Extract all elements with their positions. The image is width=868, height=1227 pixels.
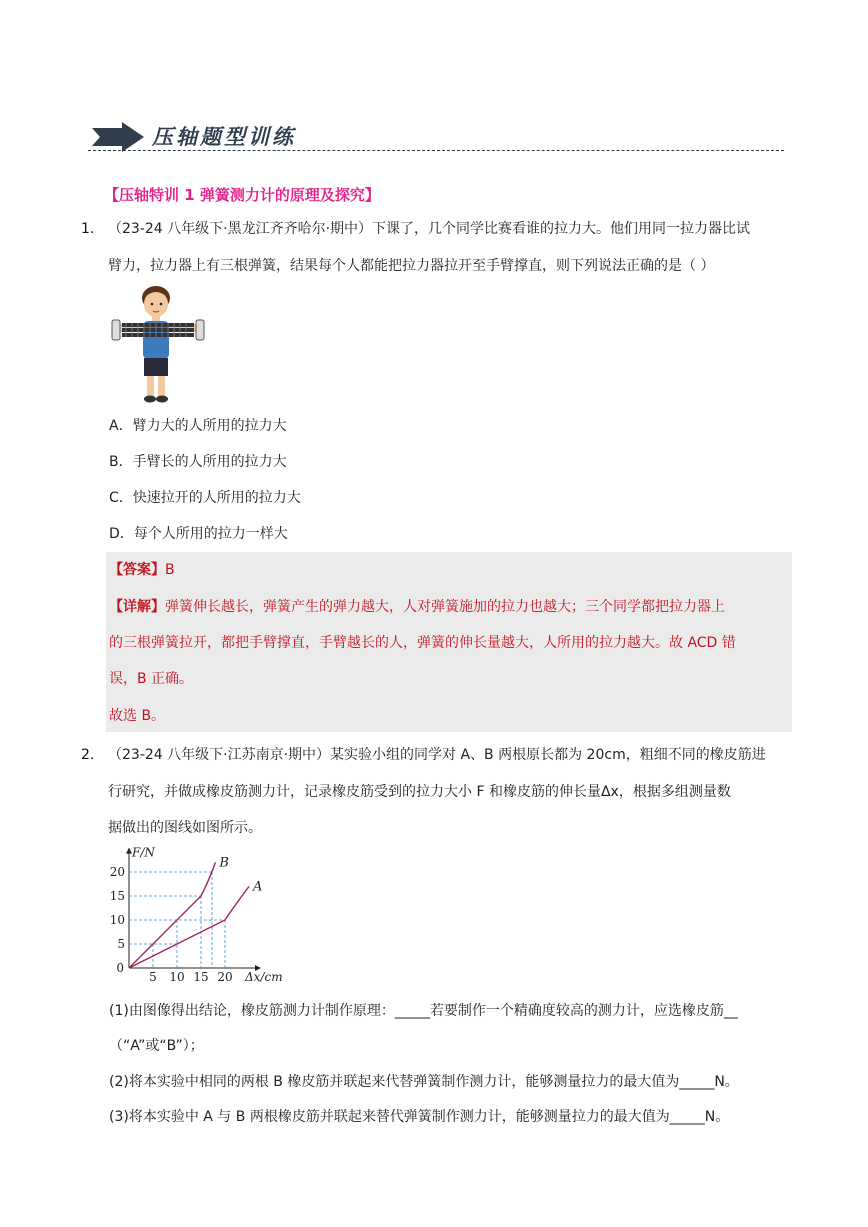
q2-sub1-line1: (1)由图像得出结论，橡皮筋测力计制作原理：_____若要制作一个精确度较高的测力计，应选橡皮筋__ [109, 1003, 738, 1019]
y-tick-label: 10 [109, 913, 125, 927]
q1-detail-line4: 故选 B。 [109, 708, 166, 724]
arrow-icon [92, 122, 146, 152]
q2-sub1-line2: （“A”或“B”）； [109, 1038, 204, 1054]
q1-option-b: B．手臂长的人所用的拉力大 [109, 454, 287, 470]
x-tick-label: 5 [149, 970, 157, 984]
q2-text-line1: （23-24 八年级下·江苏南京·期中）某实验小组的同学对 A、B 两根原长都为 20cm，粗细不同的橡皮筋进 [108, 747, 766, 763]
q2-sub2: (2)将本实验中相同的两根 B 橡皮筋并联起来代替弹簧制作测力计，能够测量拉力的最大值为_____N。 [109, 1074, 739, 1090]
q2-text-line2: 行研究，并做成橡皮筋测力计，记录橡皮筋受到的拉力大小 F 和橡皮筋的伸长量Δx，根据多组测量数 [108, 784, 731, 800]
q1-text-line1: （23-24 八年级下·黑龙江齐齐哈尔·期中）下课了，几个同学比赛看谁的拉力大。他们用同一拉力器比试 [108, 221, 751, 237]
force-extension-chart [108, 840, 288, 988]
banner-divider [88, 150, 784, 151]
answer-tag: 【答案】 [109, 562, 165, 578]
q2-text-line3: 据做出的图线如图所示。 [108, 820, 262, 836]
q1-option-d: D．每个人所用的拉力一样大 [109, 526, 288, 542]
y-tick-label: 15 [109, 889, 125, 903]
detail-text-1: 弹簧伸长越长，弹簧产生的弹力越大，人对弹簧施加的拉力也越大；三个同学都把拉力器上 [165, 599, 725, 615]
section-title: 【压轴特训 1 弹簧测力计的原理及探究】 [104, 186, 380, 204]
q1-detail-line3: 误，B 正确。 [109, 671, 194, 687]
origin-label: 0 [116, 961, 124, 975]
x-tick-label: 10 [169, 970, 185, 984]
q2-number: 2. [81, 747, 95, 763]
q1-option-c: C．快速拉开的人所用的拉力大 [109, 490, 301, 506]
banner-title: 压轴题型训练 [152, 124, 296, 149]
q1-text-line2: 臂力，拉力器上有三根弹簧，结果每个人都能把拉力器拉开至手臂撑直，则下列说法正确的是（ ） [108, 258, 715, 274]
q1-detail-line1 [109, 597, 725, 617]
x-axis-label: Δx/cm [245, 970, 283, 984]
q2-sub3: (3)将本实验中 A 与 B 两根橡皮筋并联起来替代弹簧制作测力计，能够测量拉力的最大值为_____N。 [109, 1109, 730, 1125]
series-line-b [129, 862, 215, 968]
q1-detail-line2: 的三根弹簧拉开，都把手臂撑直，手臂越长的人，弹簧的伸长量越大，人所用的拉力越大。故 ACD 错 [109, 635, 736, 651]
answer-value: B [165, 562, 175, 578]
series-label-b: B [219, 855, 229, 871]
detail-tag: 【详解】 [109, 599, 165, 615]
series-label-a: A [253, 879, 263, 895]
y-axis-label: F/N [132, 845, 155, 860]
boy-with-expander-illustration [110, 284, 210, 406]
series-line-a [129, 886, 249, 968]
x-tick-label: 15 [193, 970, 209, 984]
y-tick-label: 5 [117, 937, 125, 951]
y-tick-label: 20 [109, 865, 125, 879]
q1-number: 1. [81, 221, 95, 237]
x-tick-label: 20 [217, 970, 233, 984]
q1-option-a: A．臂力大的人所用的拉力大 [109, 418, 287, 434]
q1-answer-line [109, 560, 175, 580]
